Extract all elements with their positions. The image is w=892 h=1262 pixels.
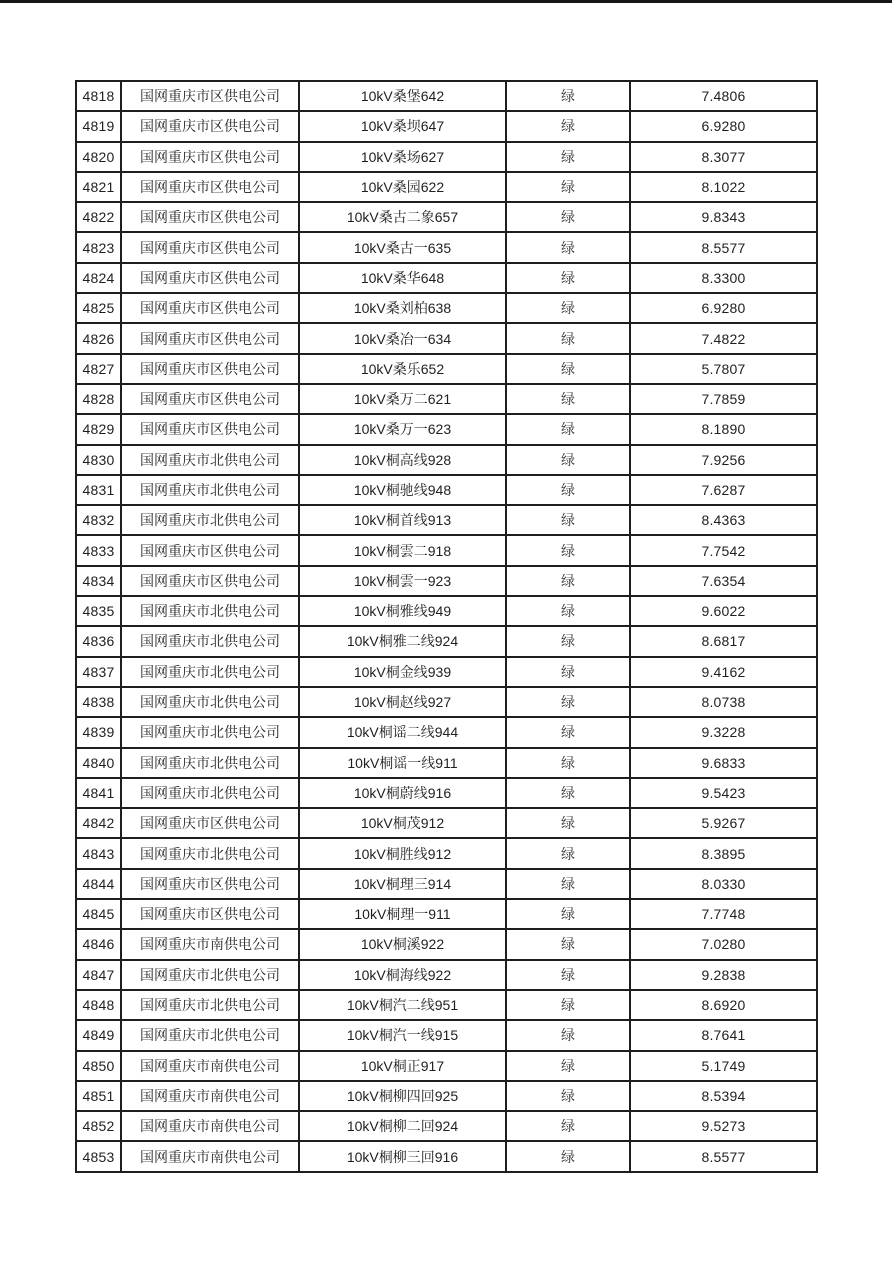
row-id-cell: 4831 [76,475,121,505]
row-id-cell: 4841 [76,778,121,808]
row-id-cell: 4847 [76,960,121,990]
line-name-cell: 10kV桐理一911 [299,899,506,929]
value-cell: 9.8343 [630,202,817,232]
company-cell: 国网重庆市区供电公司 [121,232,299,262]
row-id-cell: 4820 [76,142,121,172]
company-cell: 国网重庆市南供电公司 [121,1051,299,1081]
table-row [76,687,817,717]
table-row [76,202,817,232]
status-cell: 绿 [506,384,630,414]
company-cell: 国网重庆市北供电公司 [121,596,299,626]
row-id-cell: 4845 [76,899,121,929]
status-cell: 绿 [506,869,630,899]
status-cell: 绿 [506,838,630,868]
value-cell: 8.6920 [630,990,817,1020]
table-row [76,596,817,626]
status-cell: 绿 [506,717,630,747]
line-name-cell: 10kV桐雅线949 [299,596,506,626]
line-name-cell: 10kV桑古二象657 [299,202,506,232]
company-cell: 国网重庆市北供电公司 [121,1020,299,1050]
status-cell: 绿 [506,1020,630,1050]
company-cell: 国网重庆市区供电公司 [121,142,299,172]
row-id-cell: 4844 [76,869,121,899]
company-cell: 国网重庆市区供电公司 [121,808,299,838]
table-row [76,111,817,141]
table-row [76,293,817,323]
line-name-cell: 10kV桑古一635 [299,232,506,262]
row-id-cell: 4828 [76,384,121,414]
value-cell: 9.6022 [630,596,817,626]
status-cell: 绿 [506,445,630,475]
line-name-cell: 10kV桐谣二线944 [299,717,506,747]
row-id-cell: 4842 [76,808,121,838]
value-cell: 8.1890 [630,414,817,444]
company-cell: 国网重庆市区供电公司 [121,384,299,414]
line-name-cell: 10kV桐蔚线916 [299,778,506,808]
table-row [76,172,817,202]
value-cell: 7.4822 [630,323,817,353]
status-cell: 绿 [506,657,630,687]
line-name-cell: 10kV桐海线922 [299,960,506,990]
company-cell: 国网重庆市南供电公司 [121,1141,299,1171]
value-cell: 9.2838 [630,960,817,990]
value-cell: 7.9256 [630,445,817,475]
line-name-cell: 10kV桑华648 [299,263,506,293]
line-name-cell: 10kV桑冶一634 [299,323,506,353]
table-row [76,566,817,596]
value-cell: 6.9280 [630,111,817,141]
row-id-cell: 4850 [76,1051,121,1081]
table-row [76,263,817,293]
company-cell: 国网重庆市北供电公司 [121,778,299,808]
table-row [76,960,817,990]
row-id-cell: 4822 [76,202,121,232]
top-border-line [0,0,892,3]
row-id-cell: 4830 [76,445,121,475]
table-row [76,778,817,808]
row-id-cell: 4837 [76,657,121,687]
company-cell: 国网重庆市北供电公司 [121,657,299,687]
row-id-cell: 4825 [76,293,121,323]
value-cell: 5.7807 [630,354,817,384]
value-cell: 9.5273 [630,1111,817,1141]
status-cell: 绿 [506,778,630,808]
status-cell: 绿 [506,990,630,1020]
value-cell: 8.5394 [630,1081,817,1111]
line-name-cell: 10kV桐雲二918 [299,535,506,565]
row-id-cell: 4829 [76,414,121,444]
status-cell: 绿 [506,626,630,656]
status-cell: 绿 [506,748,630,778]
company-cell: 国网重庆市南供电公司 [121,1081,299,1111]
row-id-cell: 4848 [76,990,121,1020]
row-id-cell: 4827 [76,354,121,384]
value-cell: 8.3895 [630,838,817,868]
table-row [76,838,817,868]
row-id-cell: 4832 [76,505,121,535]
table-row [76,808,817,838]
line-name-cell: 10kV桑场627 [299,142,506,172]
company-cell: 国网重庆市区供电公司 [121,414,299,444]
row-id-cell: 4838 [76,687,121,717]
row-id-cell: 4824 [76,263,121,293]
company-cell: 国网重庆市北供电公司 [121,505,299,535]
line-name-cell: 10kV桑刘柏638 [299,293,506,323]
value-cell: 8.3300 [630,263,817,293]
table-row [76,1051,817,1081]
table-row [76,1020,817,1050]
line-name-cell: 10kV桑乐652 [299,354,506,384]
value-cell: 8.5577 [630,1141,817,1171]
row-id-cell: 4826 [76,323,121,353]
line-name-cell: 10kV桑园622 [299,172,506,202]
power-line-table [75,80,818,1173]
line-name-cell: 10kV桑堡642 [299,81,506,111]
line-name-cell: 10kV桐汽一线915 [299,1020,506,1050]
status-cell: 绿 [506,263,630,293]
company-cell: 国网重庆市南供电公司 [121,929,299,959]
status-cell: 绿 [506,535,630,565]
company-cell: 国网重庆市区供电公司 [121,566,299,596]
table-row [76,81,817,111]
company-cell: 国网重庆市区供电公司 [121,293,299,323]
status-cell: 绿 [506,1141,630,1171]
status-cell: 绿 [506,172,630,202]
table-row [76,505,817,535]
table-row [76,445,817,475]
line-name-cell: 10kV桐首线913 [299,505,506,535]
status-cell: 绿 [506,111,630,141]
value-cell: 8.5577 [630,232,817,262]
company-cell: 国网重庆市区供电公司 [121,869,299,899]
line-name-cell: 10kV桐柳二回924 [299,1111,506,1141]
line-name-cell: 10kV桐茂912 [299,808,506,838]
table-row [76,1141,817,1171]
table-row [76,748,817,778]
line-name-cell: 10kV桐赵线927 [299,687,506,717]
line-name-cell: 10kV桐柳三回916 [299,1141,506,1171]
line-name-cell: 10kV桐胜线912 [299,838,506,868]
row-id-cell: 4836 [76,626,121,656]
status-cell: 绿 [506,1081,630,1111]
row-id-cell: 4843 [76,838,121,868]
line-name-cell: 10kV桑万一623 [299,414,506,444]
row-id-cell: 4818 [76,81,121,111]
row-id-cell: 4819 [76,111,121,141]
company-cell: 国网重庆市北供电公司 [121,475,299,505]
table-row [76,717,817,747]
row-id-cell: 4823 [76,232,121,262]
line-name-cell: 10kV桐驰线948 [299,475,506,505]
company-cell: 国网重庆市区供电公司 [121,354,299,384]
value-cell: 8.0738 [630,687,817,717]
value-cell: 8.1022 [630,172,817,202]
company-cell: 国网重庆市北供电公司 [121,838,299,868]
line-name-cell: 10kV桐汽二线951 [299,990,506,1020]
value-cell: 6.9280 [630,293,817,323]
value-cell: 8.3077 [630,142,817,172]
row-id-cell: 4853 [76,1141,121,1171]
status-cell: 绿 [506,293,630,323]
line-name-cell: 10kV桐雅二线924 [299,626,506,656]
company-cell: 国网重庆市区供电公司 [121,263,299,293]
status-cell: 绿 [506,1111,630,1141]
line-name-cell: 10kV桐理三914 [299,869,506,899]
status-cell: 绿 [506,323,630,353]
line-name-cell: 10kV桑坝647 [299,111,506,141]
value-cell: 8.4363 [630,505,817,535]
company-cell: 国网重庆市北供电公司 [121,626,299,656]
value-cell: 8.7641 [630,1020,817,1050]
row-id-cell: 4851 [76,1081,121,1111]
table-row [76,354,817,384]
status-cell: 绿 [506,808,630,838]
company-cell: 国网重庆市区供电公司 [121,81,299,111]
value-cell: 5.9267 [630,808,817,838]
table-row [76,323,817,353]
status-cell: 绿 [506,687,630,717]
status-cell: 绿 [506,505,630,535]
status-cell: 绿 [506,960,630,990]
company-cell: 国网重庆市区供电公司 [121,323,299,353]
value-cell: 7.7542 [630,535,817,565]
company-cell: 国网重庆市区供电公司 [121,172,299,202]
status-cell: 绿 [506,475,630,505]
table-row [76,626,817,656]
company-cell: 国网重庆市北供电公司 [121,445,299,475]
table-body [76,81,817,1172]
status-cell: 绿 [506,81,630,111]
value-cell: 5.1749 [630,1051,817,1081]
line-name-cell: 10kV桐正917 [299,1051,506,1081]
table-row [76,929,817,959]
status-cell: 绿 [506,414,630,444]
table-row [76,869,817,899]
company-cell: 国网重庆市北供电公司 [121,687,299,717]
value-cell: 9.6833 [630,748,817,778]
value-cell: 7.7748 [630,899,817,929]
company-cell: 国网重庆市区供电公司 [121,202,299,232]
table-row [76,657,817,687]
company-cell: 国网重庆市北供电公司 [121,990,299,1020]
table-row [76,475,817,505]
row-id-cell: 4839 [76,717,121,747]
value-cell: 7.6354 [630,566,817,596]
value-cell: 7.4806 [630,81,817,111]
company-cell: 国网重庆市北供电公司 [121,717,299,747]
row-id-cell: 4846 [76,929,121,959]
company-cell: 国网重庆市南供电公司 [121,1111,299,1141]
row-id-cell: 4849 [76,1020,121,1050]
row-id-cell: 4834 [76,566,121,596]
line-name-cell: 10kV桐金线939 [299,657,506,687]
value-cell: 8.6817 [630,626,817,656]
value-cell: 7.0280 [630,929,817,959]
line-name-cell: 10kV桐雲一923 [299,566,506,596]
value-cell: 8.0330 [630,869,817,899]
row-id-cell: 4835 [76,596,121,626]
table-row [76,142,817,172]
value-cell: 7.6287 [630,475,817,505]
table-row [76,990,817,1020]
line-name-cell: 10kV桐溪922 [299,929,506,959]
table-row [76,899,817,929]
company-cell: 国网重庆市北供电公司 [121,960,299,990]
company-cell: 国网重庆市北供电公司 [121,748,299,778]
value-cell: 9.4162 [630,657,817,687]
status-cell: 绿 [506,1051,630,1081]
status-cell: 绿 [506,202,630,232]
status-cell: 绿 [506,232,630,262]
status-cell: 绿 [506,596,630,626]
status-cell: 绿 [506,899,630,929]
value-cell: 9.5423 [630,778,817,808]
table-row [76,1081,817,1111]
table-row [76,384,817,414]
line-name-cell: 10kV桐高线928 [299,445,506,475]
table-row [76,1111,817,1141]
company-cell: 国网重庆市区供电公司 [121,899,299,929]
table-row [76,414,817,444]
value-cell: 9.3228 [630,717,817,747]
company-cell: 国网重庆市区供电公司 [121,111,299,141]
row-id-cell: 4852 [76,1111,121,1141]
status-cell: 绿 [506,929,630,959]
row-id-cell: 4840 [76,748,121,778]
table-row [76,232,817,262]
line-name-cell: 10kV桑万二621 [299,384,506,414]
line-name-cell: 10kV桐柳四回925 [299,1081,506,1111]
value-cell: 7.7859 [630,384,817,414]
status-cell: 绿 [506,566,630,596]
table-row [76,535,817,565]
company-cell: 国网重庆市区供电公司 [121,535,299,565]
status-cell: 绿 [506,354,630,384]
line-name-cell: 10kV桐谣一线911 [299,748,506,778]
row-id-cell: 4821 [76,172,121,202]
status-cell: 绿 [506,142,630,172]
row-id-cell: 4833 [76,535,121,565]
